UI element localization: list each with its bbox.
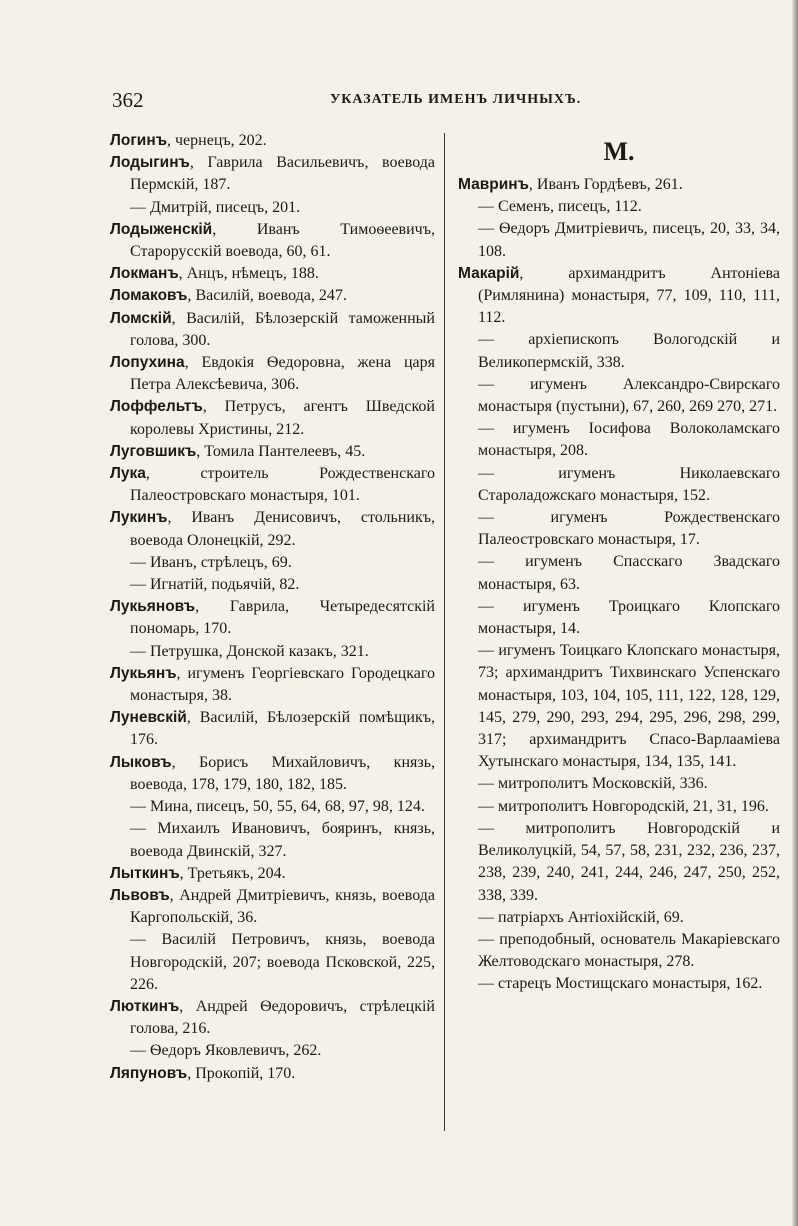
index-entry — [110, 929, 435, 996]
entry-text: — игуменъ Рождественскаго Палеостровскаго монастыря, 17. — [478, 509, 780, 549]
entry-headword: Люткинъ — [110, 997, 180, 1015]
entry-text: — игуменъ Тоицкаго Клопскаго монастыря, 73; архимандритъ Тихвинскаго Успенскаго монастыря, 103, 104, 105, 111, 122, 128, 129, 145, 279, 290, 293, 294, 295, 296, 298, 299, 317; архимандритъ Спасо-Варлааміева Хутынскаго монастыря, 134, 135, 141. — [478, 642, 780, 771]
index-entry — [110, 263, 435, 285]
index-entry — [110, 796, 435, 818]
entry-headword: Лукинъ — [110, 509, 168, 527]
entry-text: — игуменъ Іосифова Волоколамскаго монастыря, 208. — [478, 420, 780, 460]
entry-headword: Ляпуновъ — [110, 1064, 188, 1082]
index-entry — [458, 174, 780, 196]
entry-text: — Иванъ, стрѣлецъ, 69. — [130, 553, 292, 571]
entry-text: , Василій, воевода, 247. — [187, 287, 347, 305]
index-entry — [458, 796, 780, 818]
index-entry — [110, 285, 435, 307]
entry-text: , строитель Рождественскаго Палеостровскаго монастыря, 101. — [130, 465, 435, 505]
entry-text: , Третьякъ, 204. — [179, 864, 286, 882]
index-entry — [458, 973, 780, 995]
left-entries — [110, 130, 435, 1085]
entry-headword: Луговшикъ — [110, 442, 197, 460]
entry-headword: Лыткинъ — [110, 864, 180, 882]
index-entry — [110, 197, 435, 219]
section-letter: М. — [603, 137, 635, 166]
index-entry — [458, 463, 780, 507]
entry-text: — Мина, писецъ, 50, 55, 64, 68, 97, 98, 124. — [130, 798, 425, 816]
index-entry — [458, 418, 780, 462]
entry-text: , Петрусъ, агентъ Шведской королевы Христины, 212. — [130, 398, 435, 438]
entry-headword: Лодыженскій — [110, 220, 213, 238]
entry-headword: Лоффельтъ — [110, 398, 203, 416]
index-entry — [110, 996, 435, 1040]
entry-text: , игуменъ Георгіевскаго Городецкаго монастыря, 38. — [130, 664, 435, 705]
entry-text: , Борисъ Михайловичъ, князь, воевода, 178, 179, 180, 182, 185. — [130, 753, 435, 793]
entry-headword: Лука — [110, 465, 146, 483]
entry-text: — архіепископъ Вологодскій и Великопермскій, 338. — [478, 331, 780, 371]
index-entry — [110, 885, 435, 929]
entry-text: — старецъ Мостищскаго монастыря, 162. — [478, 975, 763, 993]
index-entry — [458, 773, 780, 795]
entry-headword: Логинъ — [110, 132, 167, 149]
entry-text: — Ѳедоръ Яковлевичъ, 262. — [130, 1042, 322, 1060]
entry-text: — Игнатій, подьячій, 82. — [130, 576, 300, 594]
entry-text: , Василій, Бѣлозерскій таможенный голова, 300. — [130, 309, 435, 349]
index-entry — [110, 574, 435, 596]
entry-headword: Мавринъ — [458, 176, 529, 193]
index-entry — [458, 907, 780, 929]
entry-text: — Семенъ, писецъ, 112. — [478, 198, 642, 216]
entry-headword: Лодыгинъ — [110, 154, 190, 172]
entry-text: , Прокопій, 170. — [187, 1064, 296, 1082]
index-entry — [458, 329, 780, 373]
entry-headword: Лопухина — [110, 354, 185, 372]
index-entry — [110, 308, 435, 352]
entry-text: , Иванъ Денисовичъ, стольникъ, воевода Олонецкій, 292. — [130, 509, 435, 549]
entry-headword: Ломаковъ — [110, 287, 188, 305]
index-entry — [110, 1063, 435, 1085]
index-entry — [458, 640, 780, 773]
entry-text: — митрополитъ Новгородскій и Великолуцкій, 54, 57, 58, 231, 232, 236, 237, 238, 239, 240, 241, 244, 246, 247, 250, 252, 338, 339. — [478, 819, 780, 904]
index-entry — [110, 818, 435, 862]
entry-text: — митрополитъ Московскій, 336. — [478, 775, 708, 793]
entry-text: , архимандритъ Антоніева (Римлянина) монастыря, 77, 109, 110, 111, 112. — [478, 264, 780, 327]
index-entry — [110, 641, 435, 663]
index-entry — [110, 1040, 435, 1062]
column-divider — [444, 133, 445, 1131]
entry-text: , чернецъ, 202. — [167, 132, 267, 149]
index-entry — [458, 818, 780, 907]
entry-text: , Василій, Бѣлозерскій помѣщикъ, 176. — [130, 709, 435, 749]
entry-text: , Томила Пантелеевъ, 45. — [196, 442, 366, 460]
entry-text: , Гаврила, Четыредесятскій пономарь, 170. — [130, 598, 435, 638]
entry-headword: Ломскій — [110, 309, 172, 327]
left-column — [110, 130, 435, 1085]
index-entry — [110, 552, 435, 574]
entry-text: , Гаврила Васильевичъ, воевода Пермскій, 187. — [130, 154, 435, 194]
index-entry — [110, 219, 435, 263]
index-entry — [458, 929, 780, 973]
index-entry — [110, 352, 435, 396]
index-entry — [110, 752, 435, 796]
page-number: 362 — [112, 88, 144, 112]
index-entry — [110, 707, 435, 751]
index-entry — [110, 463, 435, 507]
entry-headword: Лукьяновъ — [110, 598, 196, 616]
entry-headword: Лыковъ — [110, 753, 172, 771]
entry-text: — Михаилъ Ивановичъ, бояринъ, князь, воевода Двинскій, 327. — [130, 820, 435, 860]
entry-text: — Дмитрій, писецъ, 201. — [130, 198, 301, 216]
entry-text: — Ѳедоръ Дмитріевичъ, писецъ, 20, 33, 34, 108. — [478, 220, 780, 260]
index-entry — [110, 663, 435, 707]
entry-text: , Иванъ Гордѣевъ, 261. — [528, 176, 683, 193]
index-entry — [458, 263, 780, 330]
index-entry — [458, 551, 780, 595]
page-edge — [792, 0, 798, 1226]
entry-text: , Иванъ Тимоѳеевичъ, Старорусскій воевода, 60, 61. — [130, 220, 435, 261]
index-entry — [110, 152, 435, 196]
entry-headword: Луневскій — [110, 709, 187, 727]
index-entry — [458, 218, 780, 262]
index-entry — [458, 374, 780, 418]
index-entry — [458, 596, 780, 640]
entry-headword: Лукьянъ — [110, 664, 177, 682]
right-entries — [458, 174, 780, 996]
entry-text: , Анцъ, нѣмецъ, 188. — [178, 265, 319, 283]
index-entry — [110, 130, 435, 152]
entry-headword: Локманъ — [110, 265, 179, 283]
index-entry — [110, 441, 435, 463]
index-entry — [110, 507, 435, 551]
entry-text: , Андрей Ѳедоровичъ, стрѣлецкій голова, 216. — [130, 997, 435, 1038]
entry-text: — игуменъ Александро-Свирскаго монастыря (пустыни), 67, 260, 269 270, 271. — [478, 375, 780, 416]
right-column — [458, 130, 780, 996]
entry-text: — игуменъ Николаевскаго Староладожскаго монастыря, 152. — [478, 464, 780, 504]
entry-text: — игуменъ Троицкаго Клопскаго монастыря, 14. — [478, 597, 780, 638]
entry-headword: Макарій — [458, 264, 520, 282]
page-header — [112, 88, 772, 118]
entry-text: , Андрей Дмитріевичъ, князь, воевода Каргопольскій, 36. — [130, 886, 435, 927]
entry-headword: Львовъ — [110, 886, 170, 904]
entry-text: , Евдокія Ѳедоровна, жена царя Петра Алексѣевича, 306. — [130, 354, 435, 394]
entry-text: — Петрушка, Донской казакъ, 321. — [130, 642, 369, 660]
index-entry — [110, 396, 435, 440]
running-title: УКАЗАТЕЛЬ ИМЕНЪ ЛИЧНЫХЪ. — [330, 92, 582, 107]
entry-text: — Василій Петровичъ, князь, воевода Новгородскій, 207; воевода Псковской, 225, 226. — [130, 931, 435, 993]
entry-text: — преподобный, основатель Макаріевскаго Желтоводскаго монастыря, 278. — [478, 930, 780, 971]
index-entry — [458, 507, 780, 551]
index-entry — [110, 596, 435, 640]
entry-text: — игуменъ Спасскаго Звадскаго монастыря, 63. — [478, 553, 780, 593]
index-entry — [458, 196, 780, 218]
index-entry — [110, 863, 435, 885]
entry-text: — патріархъ Антіохійскій, 69. — [478, 908, 684, 926]
entry-text: — митрополитъ Новгородскій, 21, 31, 196. — [478, 797, 769, 815]
